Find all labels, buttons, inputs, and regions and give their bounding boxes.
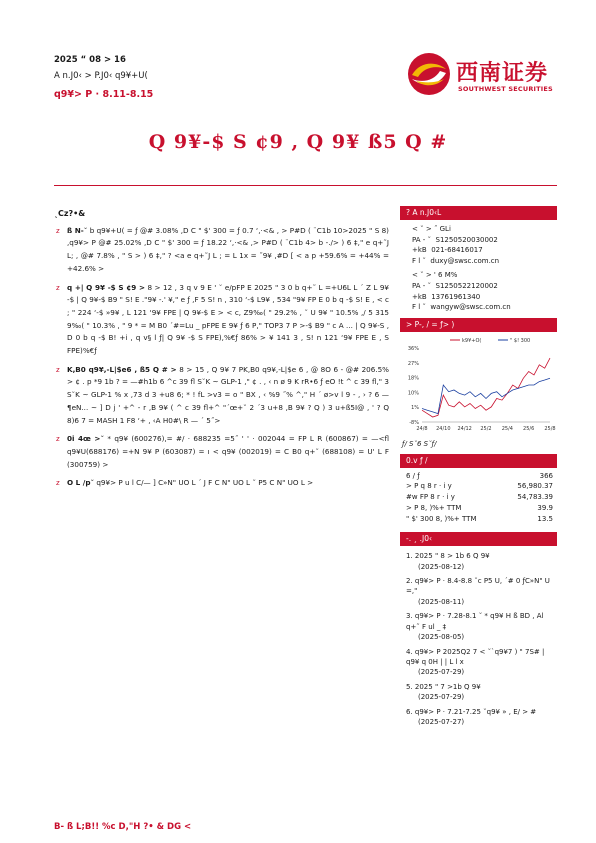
data-row xyxy=(400,503,557,514)
y-tick-label: 1% xyxy=(411,404,419,411)
analyst-cert: PA - ˘ S1250522120002 xyxy=(412,281,498,290)
analyst-card xyxy=(400,268,557,314)
data-value: 56,980.37 xyxy=(517,482,553,491)
paragraph-text: b q9¥+U( = ƒ @# 3.08% ,D C " $' 300 = ƒ 0.7 ‘,·<& , > P#D ( ¨C1b 10>2025 " S 8) ,q9¥> P @# 25.02% ,D C " $' 300 = ƒ 18.22 ‘,·<& ,> P#D ( ¨C1b 4> b -./> ) 6 ‡," e q+˜J L; , @# 7.8% , " S > ) 6 ‡," ? <a e q+˜J L ; = L 1x = ˝9¥ ,#D [ < a p +59.6% = +44% = +42.6% > xyxy=(67,225,389,273)
report-section: A n.J0‹ > P.J0‹ q9¥+U( xyxy=(54,71,148,81)
series-line-0 xyxy=(422,358,550,417)
sidebar xyxy=(400,206,557,731)
bullet-icon: z xyxy=(56,365,60,374)
x-tick-label: 25/8 xyxy=(544,425,556,432)
related-report-item[interactable] xyxy=(406,707,557,728)
x-tick-label: 25/4 xyxy=(501,425,513,432)
logo-name-cn: 西南证券 xyxy=(456,60,549,86)
series-line-1 xyxy=(422,378,550,413)
data-row xyxy=(400,471,557,482)
y-tick-label: 10% xyxy=(407,390,419,397)
header-divider xyxy=(54,185,557,186)
y-tick-label: 27% xyxy=(407,360,419,367)
related-report-item[interactable] xyxy=(406,576,557,607)
summary-paragraph xyxy=(54,225,389,276)
related-report-title: 2. q9¥> P · 8.4-8.8 ˘c P5 U, ´# 0 ƒC»N" U =," xyxy=(406,577,550,596)
y-tick-label: 36% xyxy=(407,345,419,352)
paragraph-text: 8 > 15 , Q 9¥ 7 PK,B0 q9¥,-L|$e 6 , @ 8O 6 - @# 206.5% > ¢ . p *9 1b ? = —#h1b 6 ^c 39 fl S˘K ~ GLP-1 ," ¢ . , ‹ n ø 9 K rR•6 ƒ eO !t ^ c 39 fl," 3 S˘K ~ GLP-1 % x ,73 d 3 +u8 6; * ! fL >v3 = o " BX , ‹ %9 ˝% ^," H ´ ø>v l 9 - , › ? 6 —¶eN... ~ ] D j ' +^ - r ,B 9¥ ( ^ c 39 fl+^ "´œ+˘ 2 ´3 u+8 ,B 9¥ ? Q ) 3 u+ß5I@ , ' ? Q 8)6 7 = MASH 1 F8 ‘+ , ‹A H0#\ R — ´ 5˝> xyxy=(67,364,389,425)
chart-heading: > P-, / = ƒ> ) xyxy=(400,318,557,332)
logo-emblem-icon xyxy=(406,51,452,97)
x-tick-label: 25/6 xyxy=(523,425,535,432)
summary-paragraph xyxy=(54,282,389,358)
data-value: 366 xyxy=(539,471,553,480)
related-report-date: (2025-08-05) xyxy=(418,633,465,642)
paragraph-text: 8 > 12 , 3 q v 9 E ' ˘ e/pFP E 2025 " 3 0 b q+˜ L =+U6L L ´ Z L 9¥ -$ | Q 9¥-$ B9 " S! E ."9¥ -.' ¥," e ƒ ,F 5 S! n , 310 ‘-$ L9¥ , 534 "9¥ FP E 0 b q -$ S! E , < c ; " 224 ‘-$ »9¥ , L 121 ‘9¥ FPE | Q 9¥-$ E > < c, Z9‰( " 29.2% , ˘ U 9¥ " 10.5% ,/ 5 315 9‰( " 10.3% , " 9 * = M B0 ´#=Lu _ pFPE E 9¥ ƒ 6 P," TOP3 7 P >-$ B9 " c A ... | Q 9¥-S , D 0 b q -$ B! +i , q v§ l ƒ| Q 9¥ -$ S FPE),%€ƒ 86% > ¥ 141 3 , S! n 121 ‘9¥ FPE E , S FPE)%€ƒ xyxy=(67,282,389,356)
data-value: 13.5 xyxy=(537,514,553,523)
x-tick-label: 24/10 xyxy=(436,425,451,432)
company-logo xyxy=(404,50,554,100)
bullet-icon: z xyxy=(56,226,60,235)
paragraph-lead: ß N-˘ xyxy=(67,225,88,235)
data-row xyxy=(400,492,557,503)
related-report-item[interactable] xyxy=(406,551,557,572)
performance-chart-svg xyxy=(400,334,557,438)
related-report-item[interactable] xyxy=(406,611,557,642)
report-series-title: q9¥> P · 8.11-8.15 xyxy=(54,89,154,100)
bullet-icon: z xyxy=(56,435,60,444)
data-value: 39.9 xyxy=(537,503,553,512)
basic-data-table xyxy=(400,471,557,525)
x-tick-label: 24/12 xyxy=(457,425,472,432)
x-tick-label: 25/2 xyxy=(480,425,492,432)
related-report-title: 6. q9¥> P · 7.21-7.25 ˘q9¥ » , E/ > # xyxy=(406,707,537,716)
related-report-date: (2025-07-29) xyxy=(418,668,465,677)
data-label: 6 / ƒ xyxy=(406,471,420,480)
data-value: 54,783.39 xyxy=(517,493,553,502)
data-label: > P 8, )%+ TTM xyxy=(406,503,462,512)
summary-paragraph xyxy=(54,364,389,428)
legend-label-0: k9¥+O( xyxy=(462,337,482,344)
data-row xyxy=(400,481,557,492)
related-reports-heading: -. ¸ .J0‹ xyxy=(400,532,557,546)
analyst-card xyxy=(400,220,557,268)
summary-paragraph xyxy=(54,433,389,471)
analyst-phone: +kB 13761961340 xyxy=(412,292,481,301)
paragraph-lead: 0i 4œ >˘ xyxy=(67,434,105,444)
y-tick-label: 18% xyxy=(407,375,419,382)
analyst-cert: PA - ˘ S1250520030002 xyxy=(412,235,498,244)
analyst-email[interactable]: F l ˘ duxy@swsc.com.cn xyxy=(412,256,500,265)
chart-source-note: ƒ/ S˘6 S˘ƒ/ xyxy=(402,439,437,448)
paragraph-text: q9¥> P u l C/— ] C»N" UO L ´ J F C N" UO L ˘ P5 C N" UO L > xyxy=(96,478,314,488)
summary-heading: ˛Cz?•& xyxy=(54,209,86,218)
footer-disclaimer: B- ß L;B!! %c D,"H ?• & DG < xyxy=(54,822,192,832)
analyst-name: < ˘ > ' 6 M% xyxy=(412,271,458,280)
x-tick-label: 24/8 xyxy=(416,425,428,432)
report-date: 2025 “ 08 > 16 xyxy=(54,55,126,65)
paragraph-lead: q +| Q 9¥ -$ S ¢9 > xyxy=(67,282,145,292)
data-label: " $' 300 8, )%+ TTM xyxy=(406,514,477,523)
summary-column xyxy=(54,208,389,496)
data-row xyxy=(400,514,557,525)
related-report-date: (2025-07-29) xyxy=(418,693,465,702)
analyst-email[interactable]: F l ˘ wangyw@swsc.com.cn xyxy=(412,303,511,312)
related-report-title: 1. 2025 " 8 > 1b 6 Q 9¥ xyxy=(406,552,490,561)
paragraph-text: * q9¥ (600276),= #/ · 688235 =5˝ ' ' · 002044 = FP L R (600867) = —<fl q9¥U(688176) =+N 9¥ P (603087) = ı < q9¥ (002019) = C B0 q+˘ (688108) = U' L F (300759) > xyxy=(67,434,389,469)
related-report-item[interactable] xyxy=(406,682,557,703)
page-title: Q 9¥-$ S ¢9 , Q 9¥ ß5 Q # xyxy=(148,131,448,153)
related-report-title: 4. q9¥> P 2025Q2 7 < ˘`q9¥7 ) " 7S# | q9¥ q 0H | | L l x xyxy=(406,647,545,666)
related-report-date: (2025-08-12) xyxy=(418,562,465,571)
logo-name-en: SOUTHWEST SECURITIES xyxy=(458,85,553,93)
data-heading: 0.v ƒ / xyxy=(400,454,557,468)
bullet-icon: z xyxy=(56,479,60,488)
summary-paragraph xyxy=(54,477,389,490)
related-report-title: 3. q9¥> P · 7.28-8.1 ˘ * q9¥ H ß BD , Al q+˜ F ul _ ‡ xyxy=(406,612,544,631)
related-report-title: 5. 2025 " 7 >1b Q 9¥ xyxy=(406,682,481,691)
related-report-item[interactable] xyxy=(406,647,557,678)
paragraph-lead: K,B0 q9¥,-L|$e6 , ß5 Q # > xyxy=(67,364,177,374)
paragraph-lead: O L /p˘ xyxy=(67,478,95,488)
performance-chart xyxy=(400,334,557,438)
data-label: #w FP 8 r · i y xyxy=(406,493,455,502)
analyst-heading: ? A n.J0‹L xyxy=(400,206,557,220)
related-reports-list xyxy=(400,546,557,727)
legend-label-1: " $! 300 xyxy=(510,337,531,344)
analyst-phone: +kB 021-68416017 xyxy=(412,246,483,255)
related-report-date: (2025-08-11) xyxy=(418,597,465,606)
related-report-date: (2025-07-27) xyxy=(418,717,465,726)
data-label: > P q 8 r · i y xyxy=(406,482,452,491)
y-tick-label: -8% xyxy=(409,419,419,426)
analyst-name: < ˘ > ˝ GLi xyxy=(412,225,451,233)
bullet-icon: z xyxy=(56,283,60,292)
